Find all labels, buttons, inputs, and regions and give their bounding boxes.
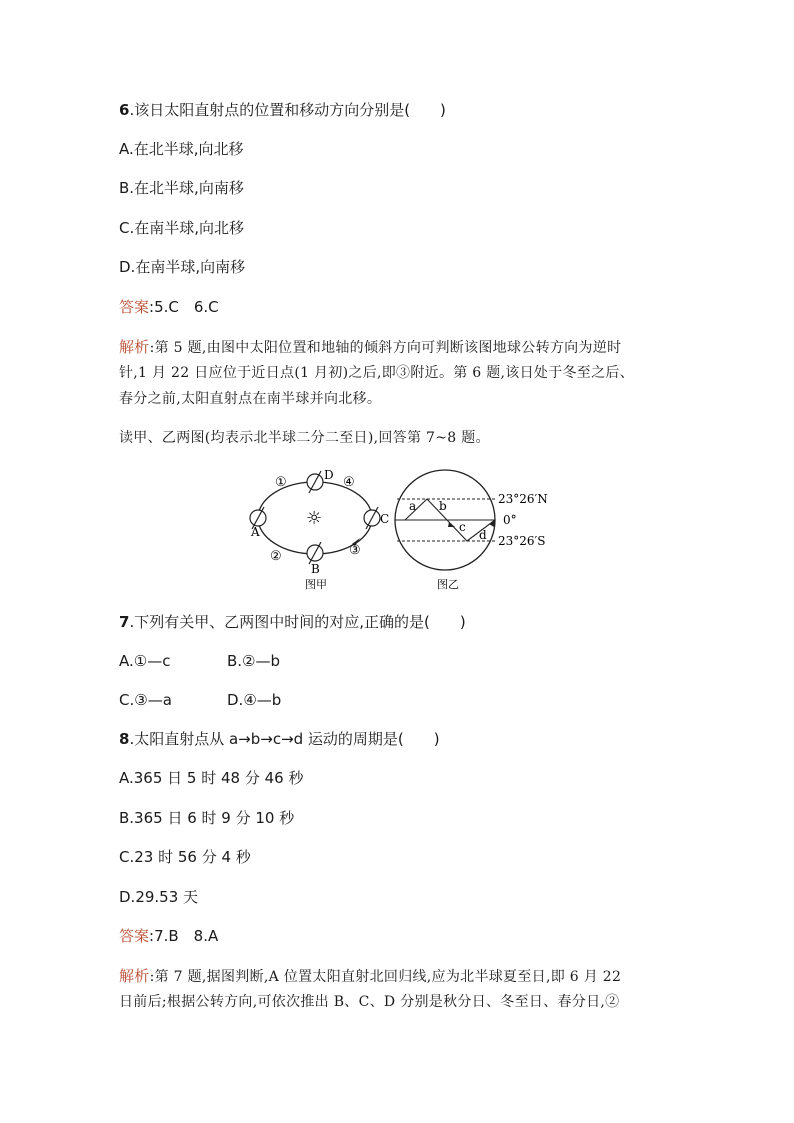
q8-option-a: A.365 日 5 时 48 分 46 秒 bbox=[119, 769, 304, 787]
q6-option-a: A.在北半球,向北移 bbox=[119, 140, 244, 158]
q6-option-b: B.在北半球,向南移 bbox=[119, 179, 244, 197]
lat-label-north: 23°26′N bbox=[498, 492, 548, 506]
earth-d bbox=[307, 471, 323, 493]
point-label-c: C bbox=[380, 512, 390, 526]
orbit-label-3: ③ bbox=[349, 543, 361, 558]
caption-left: 图甲 bbox=[305, 578, 327, 591]
orbit-label-2: ② bbox=[270, 549, 282, 564]
path-label-a: a bbox=[409, 499, 417, 513]
q8-option-c: C.23 时 56 分 4 秒 bbox=[119, 848, 251, 866]
explanation-7-8-line2: 日前后;根据公转方向,可依次推出 B、C、D 分别是秋分日、冬至日、春分日,② bbox=[119, 994, 620, 1010]
answer-value: :5.C 6.C bbox=[149, 298, 219, 316]
question-8-text: .太阳直射点从 a→b→c→d 运动的周期是( ) bbox=[129, 730, 440, 748]
answer-5-6 bbox=[119, 297, 219, 317]
path-label-c: c bbox=[459, 520, 466, 534]
question-8-number: 8 bbox=[119, 730, 130, 748]
caption-right: 图乙 bbox=[437, 578, 459, 591]
question-7-number: 7 bbox=[119, 613, 130, 631]
explanation-7-8-line1 bbox=[119, 966, 621, 987]
question-6-text: .该日太阳直射点的位置和移动方向分别是( ) bbox=[129, 101, 446, 119]
point-label-b: B bbox=[311, 562, 320, 576]
question-7-stem bbox=[119, 612, 466, 632]
q7-option-b: B.②—b bbox=[227, 652, 281, 670]
earth-b bbox=[307, 542, 323, 564]
q8-option-d: D.29.53 天 bbox=[119, 888, 199, 906]
q8-option-b: B.365 日 6 时 9 分 10 秒 bbox=[119, 809, 295, 827]
explanation-text: :第 5 题,由图中太阳位置和地轴的倾斜方向可判断该图地球公转方向为逆时 bbox=[149, 340, 622, 356]
path-arrow-icon bbox=[448, 522, 455, 527]
q6-option-d: D.在南半球,向南移 bbox=[119, 258, 246, 276]
figure-orbit-and-latitude bbox=[245, 466, 565, 596]
lat-label-south: 23°26′S bbox=[498, 534, 546, 548]
intro-7-8: 读甲、乙两图(均表示北半球二分二至日),回答第 7~8 题。 bbox=[119, 430, 490, 446]
question-6-stem bbox=[119, 100, 446, 120]
earth-c bbox=[364, 507, 380, 529]
explanation-label: 解析 bbox=[119, 967, 150, 985]
q7-option-c: C.③—a bbox=[119, 691, 172, 709]
q7-option-d: D.④—b bbox=[227, 691, 282, 709]
explanation-5-6-line2: 针,1 月 22 日应位于近日点(1 月初)之后,即③附近。第 6 题,该日处于冬至之后、 bbox=[119, 365, 635, 381]
orbit-label-4: ④ bbox=[343, 475, 355, 490]
sun-icon: ☼ bbox=[306, 508, 323, 529]
q6-option-c: C.在南半球,向北移 bbox=[119, 219, 245, 237]
explanation-5-6-line3: 春分之前,太阳直射点在南半球并向北移。 bbox=[119, 391, 382, 407]
explanation-text: :第 7 题,据图判断,A 位置太阳直射北回归线,应为北半球夏至日,即 6 月 22 bbox=[149, 969, 622, 985]
path-arrow-icon-2 bbox=[489, 520, 495, 527]
q7-options-row2 bbox=[119, 690, 281, 710]
explanation-label: 解析 bbox=[119, 338, 150, 356]
question-6-number: 6 bbox=[119, 101, 130, 119]
answer-7-8 bbox=[119, 926, 218, 946]
q7-option-a: A.①—c bbox=[119, 652, 171, 670]
question-7-text: .下列有关甲、乙两图中时间的对应,正确的是( ) bbox=[129, 613, 466, 631]
lat-label-equator: 0° bbox=[503, 513, 517, 527]
point-label-a: A bbox=[251, 525, 260, 539]
orbit-label-1: ① bbox=[275, 475, 287, 490]
point-label-d: D bbox=[324, 468, 334, 482]
path-label-b: b bbox=[439, 499, 447, 513]
explanation-5-6-line1 bbox=[119, 337, 621, 358]
answer-label: 答案 bbox=[119, 298, 150, 316]
answer-value: :7.B 8.A bbox=[149, 927, 219, 945]
answer-label: 答案 bbox=[119, 927, 150, 945]
question-8-stem bbox=[119, 729, 440, 749]
path-label-d: d bbox=[479, 528, 487, 542]
q7-options-row1 bbox=[119, 651, 280, 671]
